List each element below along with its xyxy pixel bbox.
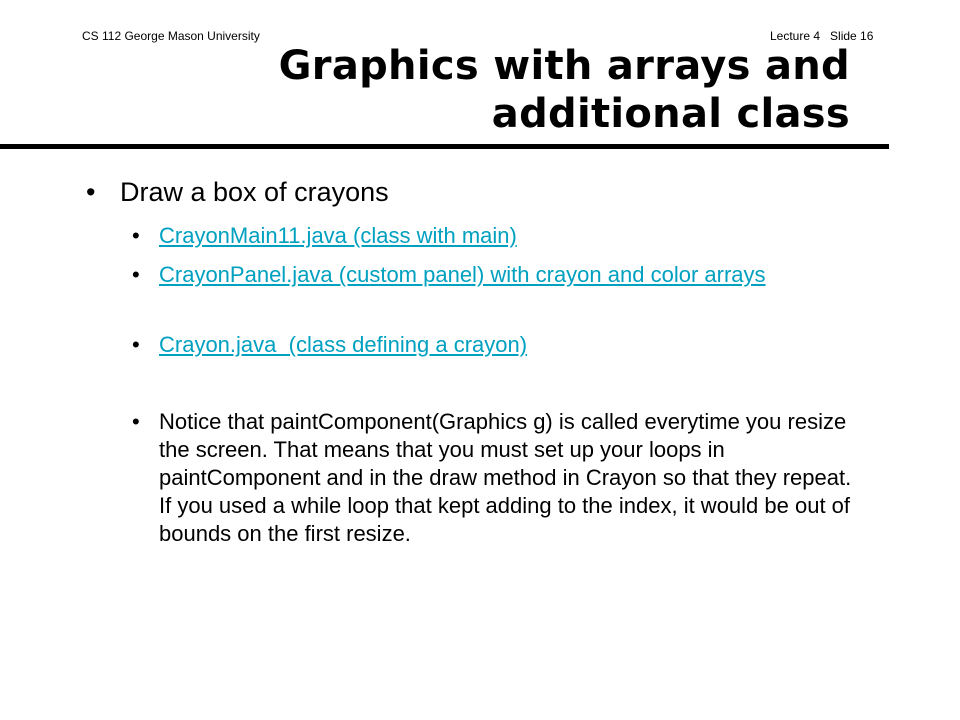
title-line-2: additional class [491, 91, 850, 137]
course-label: CS 112 George Mason University [82, 29, 260, 43]
sub-bullet-crayon [132, 331, 862, 359]
crayonmain-link[interactable]: CrayonMain11.java (class with main) [159, 223, 517, 248]
crayonpanel-link[interactable]: CrayonPanel.java (custom panel) with crayon and color arrays [159, 262, 766, 287]
sub-bullet-crayonmain [132, 222, 862, 250]
crayon-link[interactable]: Crayon.java (class defining a crayon) [159, 332, 528, 357]
title-line-1: Graphics with arrays and [278, 43, 850, 89]
bullet-dot: • [132, 223, 140, 248]
sub-bullet-notice [132, 408, 862, 548]
title-underline [0, 144, 889, 149]
main-bullet-text: Draw a box of crayons [120, 177, 389, 207]
slide-number-label: Lecture 4 Slide 16 [770, 29, 874, 43]
notice-text: Notice that paintComponent(Graphics g) is called everytime you resize the screen. That means that you must set up your loops in paintComponent and in the draw method in Crayon so that they repeat. If you used a while loop that kept adding to the index, it would be out of bounds on the first resize. [159, 409, 852, 546]
bullet-dot: • [132, 262, 140, 287]
bullet-dot: • [132, 332, 140, 357]
bullet-dot: • [132, 409, 140, 434]
slide-title [150, 42, 850, 138]
sub-bullet-crayonpanel [132, 261, 862, 289]
bullet-dot: • [86, 177, 96, 207]
